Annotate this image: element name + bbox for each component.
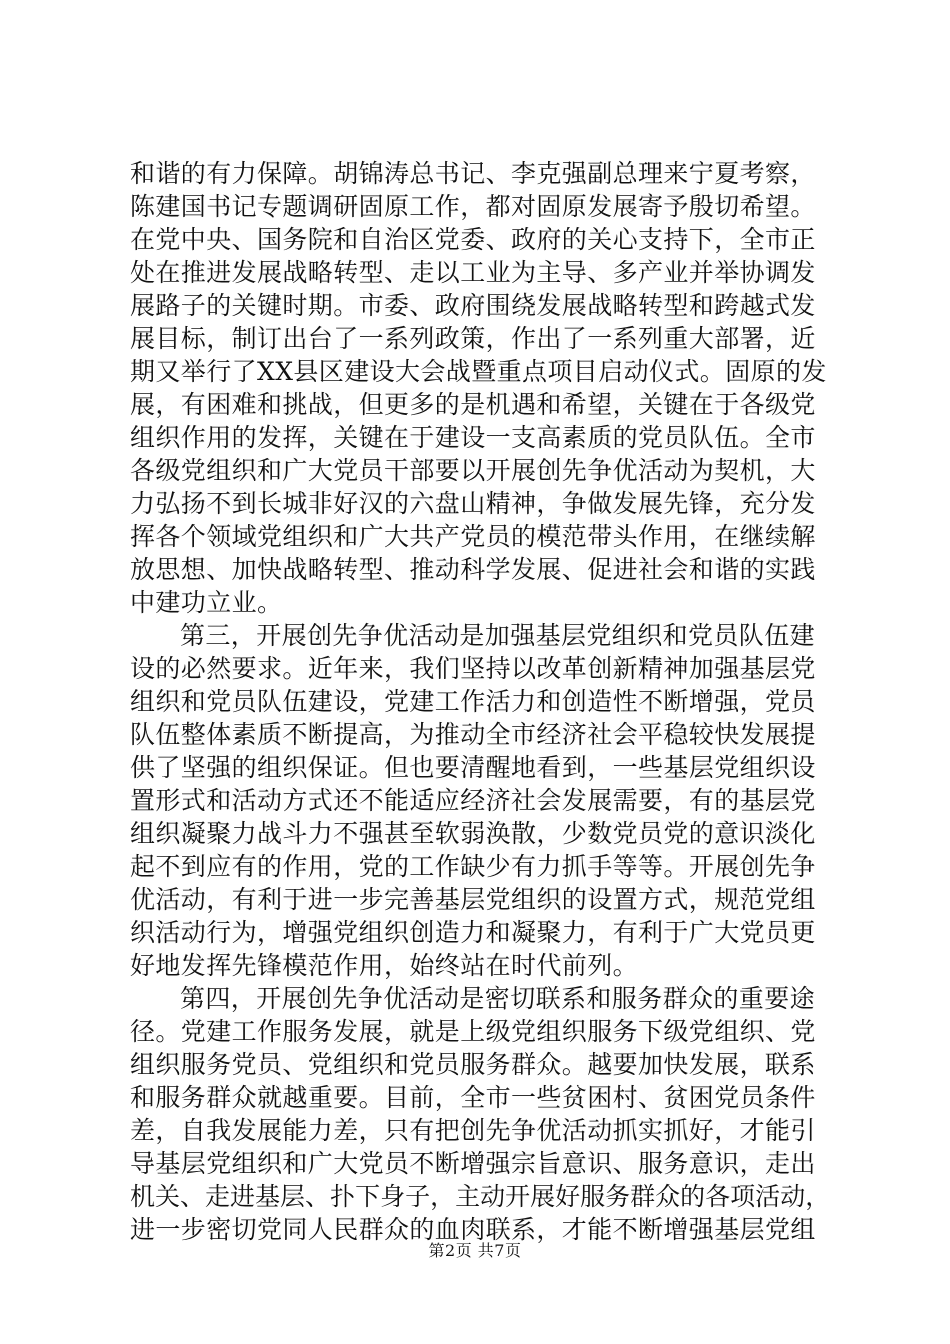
text-line: 组织作用的发挥，关键在于建设一支高素质的党员队伍。全市 (130, 423, 816, 452)
text-line: 在党中央、国务院和自治区党委、政府的关心支持下，全市正 (130, 225, 816, 254)
text-line: 组织服务党员、党组织和党员服务群众。越要加快发展，联系 (130, 1050, 816, 1079)
text-line: 各级党组织和广大党员干部要以开展创先争优活动为契机，大 (130, 456, 816, 485)
text-line: 径。党建工作服务发展，就是上级党组织服务下级党组织、党 (130, 1017, 816, 1046)
text-line: 和谐的有力保障。胡锦涛总书记、李克强副总理来宁夏考察， (130, 159, 816, 188)
text-line: 展，有困难和挑战，但更多的是机遇和希望，关键在于各级党 (130, 390, 816, 419)
text-line: 展目标，制订出台了一系列政策，作出了一系列重大部署，近 (130, 324, 816, 353)
text-line: 期又举行了XX县区建设大会战暨重点项目启动仪式。固原的发 (130, 357, 827, 386)
paragraph-first-line: 第三，开展创先争优活动是加强基层党组织和党员队伍建 (180, 621, 816, 650)
text-line: 放思想、加快战略转型、推动科学发展、促进社会和谐的实践 (130, 555, 816, 584)
text-line: 展路子的关键时期。市委、政府围绕发展战略转型和跨越式发 (130, 291, 816, 320)
text-line: 处在推进发展战略转型、走以工业为主导、多产业并举协调发 (130, 258, 816, 287)
text-line: 机关、走进基层、扑下身子，主动开展好服务群众的各项活动， (130, 1182, 831, 1211)
text-line: 起不到应有的作用，党的工作缺少有力抓手等等。开展创先争 (130, 852, 816, 881)
text-line: 织活动行为，增强党组织创造力和凝聚力，有利于广大党员更 (130, 918, 816, 947)
text-line: 优活动，有利于进一步完善基层党组织的设置方式，规范党组 (130, 885, 816, 914)
text-line: 好地发挥先锋模范作用，始终站在时代前列。 (130, 951, 639, 980)
text-line: 陈建国书记专题调研固原工作，都对固原发展寄予殷切希望。 (130, 192, 816, 221)
page-footer: 第2页 共7页 (428, 1241, 522, 1260)
text-line: 挥各个领域党组织和广大共产党员的模范带头作用，在继续解 (130, 522, 816, 551)
text-line: 组织凝聚力战斗力不强甚至软弱涣散，少数党员党的意识淡化 (130, 819, 816, 848)
text-line: 力弘扬不到长城非好汉的六盘山精神，争做发展先锋，充分发 (130, 489, 816, 518)
paragraph-first-line: 第四，开展创先争优活动是密切联系和服务群众的重要途 (180, 984, 816, 1013)
text-line: 队伍整体素质不断提高，为推动全市经济社会平稳较快发展提 (130, 720, 816, 749)
text-line: 供了坚强的组织保证。但也要清醒地看到，一些基层党组织设 (130, 753, 816, 782)
text-line: 导基层党组织和广大党员不断增强宗旨意识、服务意识，走出 (130, 1149, 816, 1178)
text-line: 组织和党员队伍建设，党建工作活力和创造性不断增强，党员 (130, 687, 816, 716)
document-body (130, 157, 830, 1246)
text-line: 和服务群众就越重要。目前，全市一些贫困村、贫困党员条件 (130, 1083, 816, 1112)
text-line: 进一步密切党同人民群众的血肉联系，才能不断增强基层党组 (130, 1215, 816, 1244)
text-line: 置形式和活动方式还不能适应经济社会发展需要，有的基层党 (130, 786, 816, 815)
text-line: 中建功立业。 (130, 588, 283, 617)
text-line: 设的必然要求。近年来，我们坚持以改革创新精神加强基层党 (130, 654, 816, 683)
text-line: 差，自我发展能力差，只有把创先争优活动抓实抓好，才能引 (130, 1116, 816, 1145)
